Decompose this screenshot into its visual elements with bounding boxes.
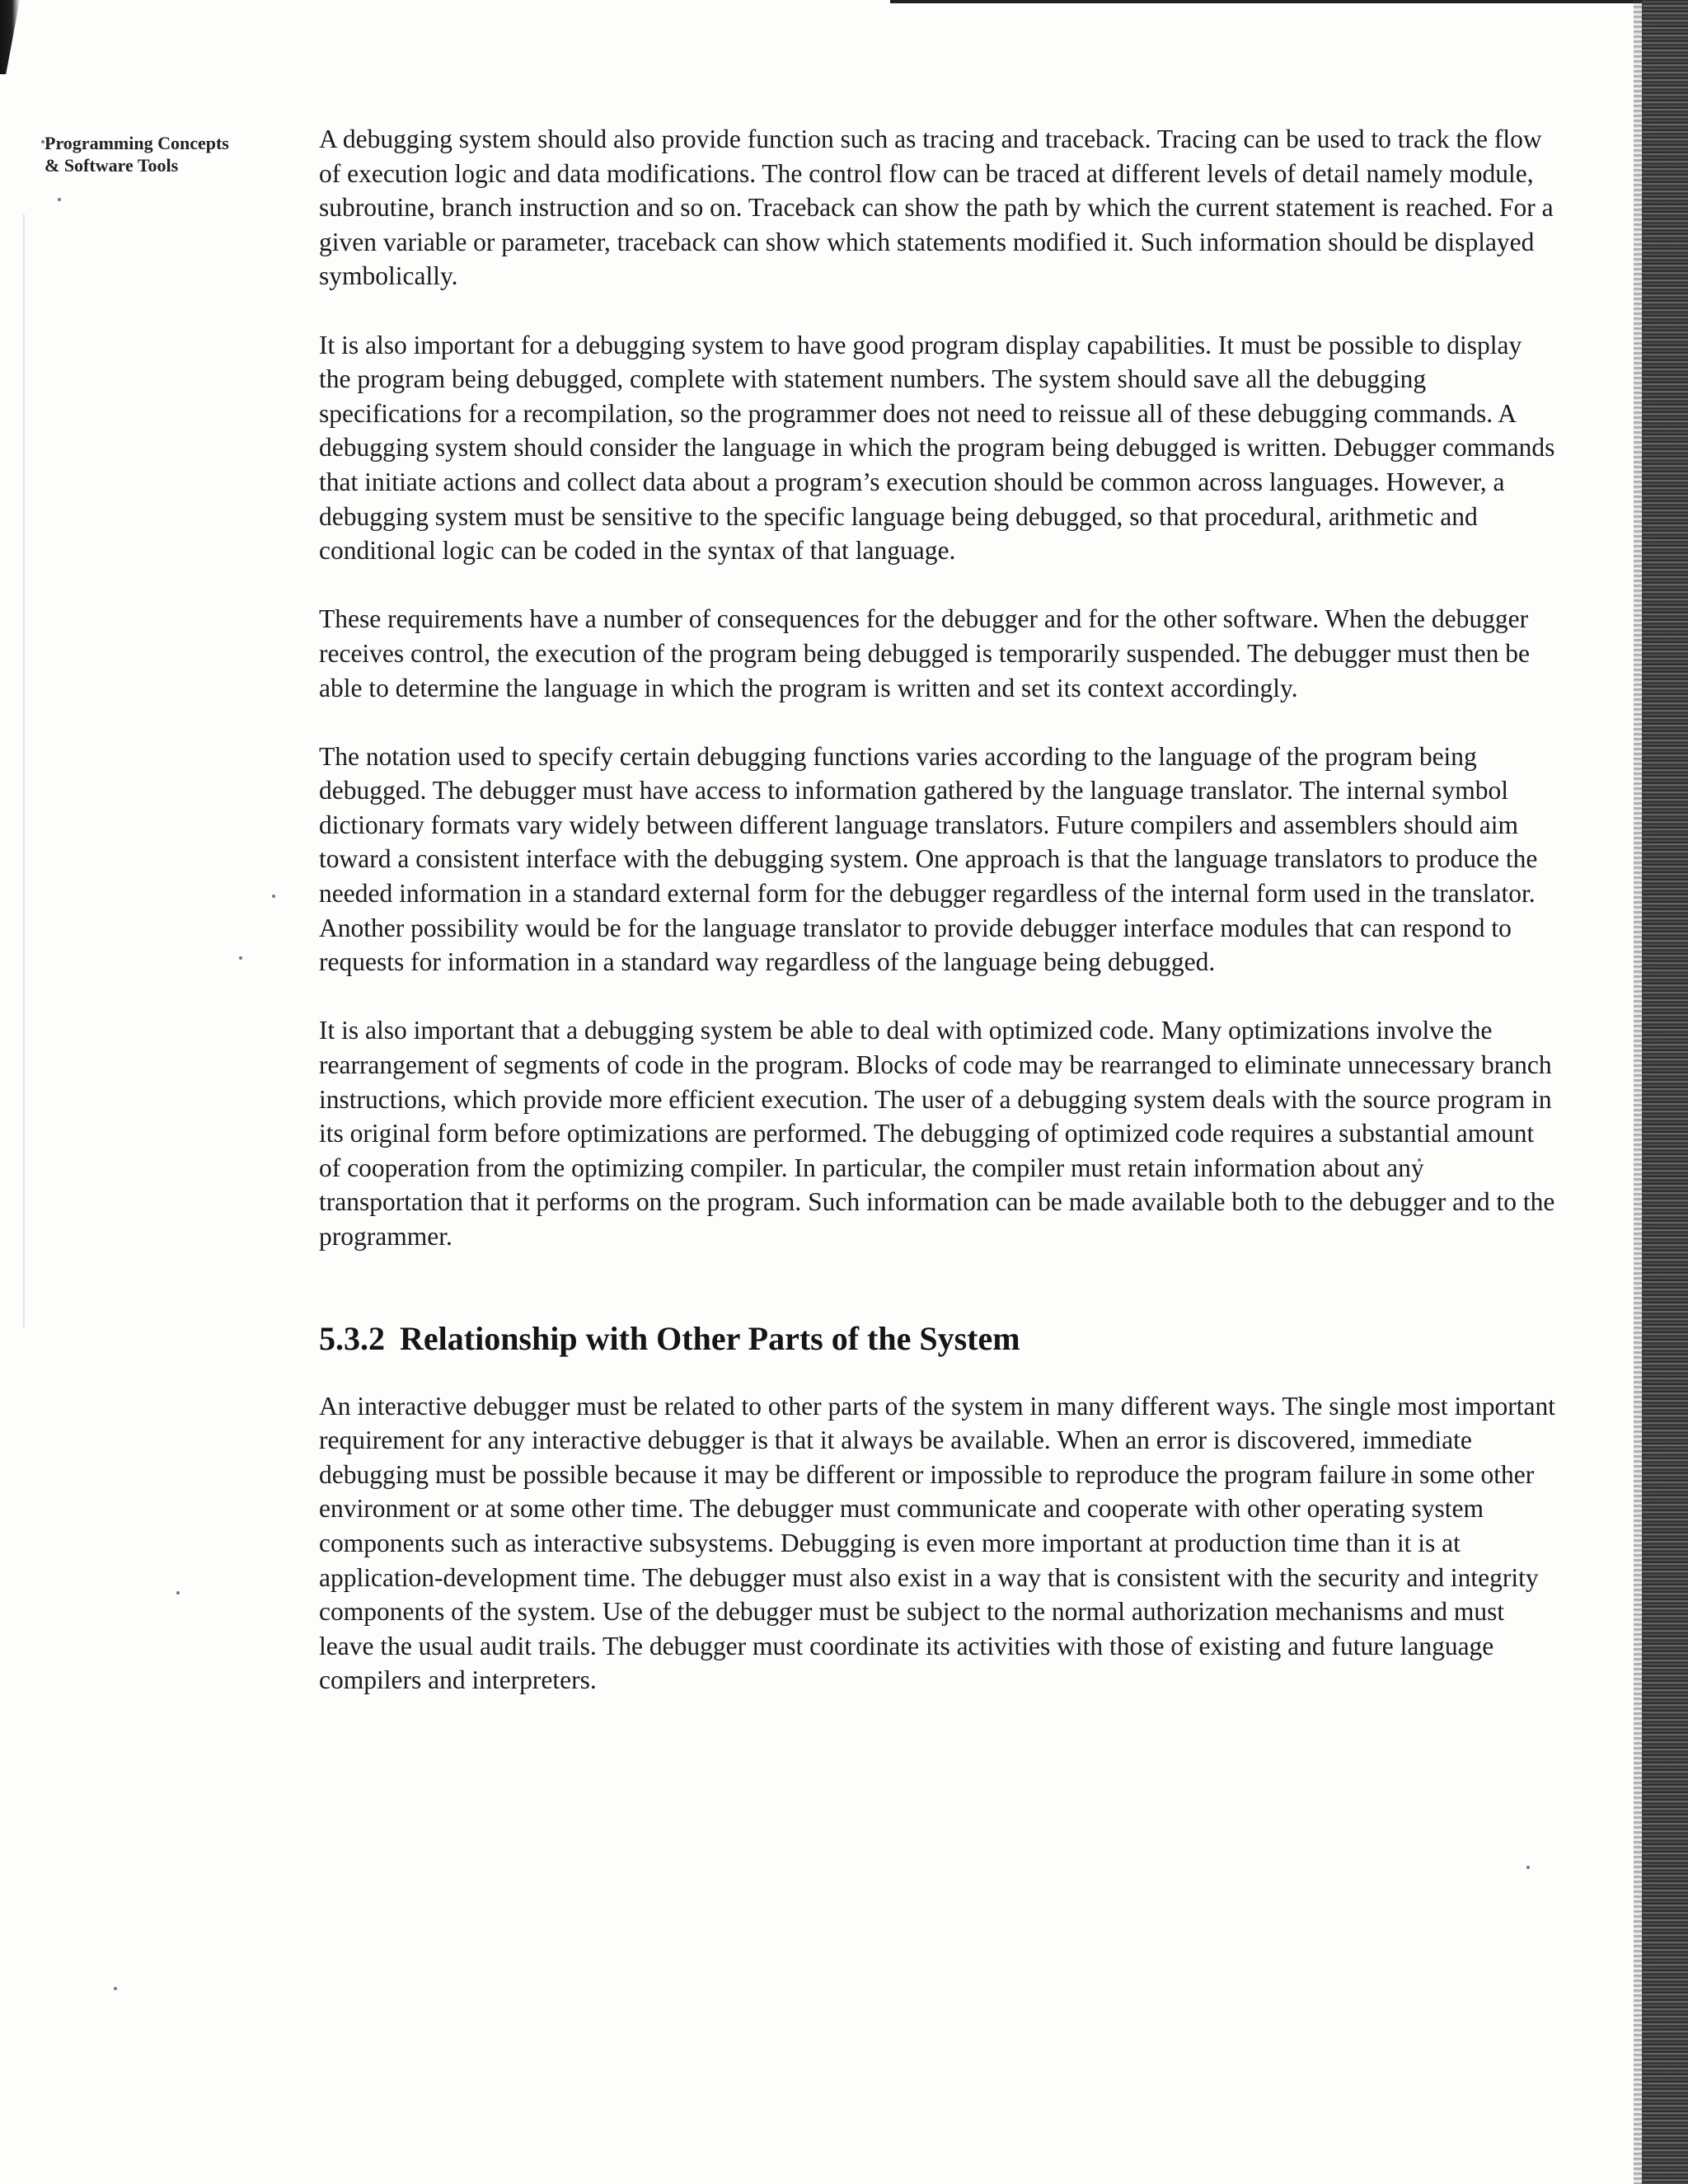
paragraph-display-capabilities: It is also important for a debugging system to have good program display capabilities. It must be possible to display the program being debugged, complete with statement numbers. The system should save all the debugging specifications for a recompilation, so the programmer does not need to reissue all of these debugging commands. A debugging system should consider the language in which the program being debugged is written. Debugger commands that initiate actions and collect data about a program’s execution should be common across languages. However, a debugging system must be sensitive to the specific language being debugged, so that procedural, arithmetic and conditional logic can be coded in the syntax of that language. xyxy=(319,330,1555,566)
scan-speck xyxy=(239,956,242,960)
scan-corner-mark xyxy=(0,0,20,74)
sidebar-line-2: & Software Tools xyxy=(45,155,179,176)
paragraph-tracing: A debugging system should also provide function such as tracing and traceback. Tracing can be used to track the flow of execution logic and data modifications. The control flow can be traced at different levels of detail namely module, subroutine, branch instruction and so on. Traceback can show the path by which the current statement is reached. For a given variable or parameter, traceback can show which statements modified it. Such information should be displayed symbolically. xyxy=(319,124,1554,291)
scan-speck xyxy=(114,1987,117,1990)
sidebar-line-1: Programming Concepts xyxy=(45,133,229,153)
paragraph-optimized-code: It is also important that a debugging system be able to deal with optimized code. Many optimizations involve the rearrangement of segments of code in the program. Blocks of code may be rearranged to eliminate unnecessary branch instructions, which provide more efficient execution. The user of a debugging system deals with the source program in its original form before optimizations are performed. The debugging of optimized code requires a substantial amount of cooperation from the optimizing compiler. In particular, the compiler must retain information about any transportation that it performs on the program. Such information can be made available both to the debugger and to the programmer. xyxy=(319,1016,1555,1251)
section-number: 5.3.2 xyxy=(319,1319,385,1357)
scan-top-edge xyxy=(890,0,1681,3)
scan-speck xyxy=(1526,1866,1530,1869)
body-text xyxy=(319,122,1555,1732)
scan-speck xyxy=(176,1591,180,1595)
section-title: Relationship with Other Parts of the System xyxy=(400,1319,1020,1357)
section-heading xyxy=(319,1318,1555,1360)
scan-speck xyxy=(272,895,275,898)
paragraph-consequences: These requirements have a number of consequences for the debugger and for the other software. When the debugger receives control, the execution of the program being debugged is temporarily suspended. The debugger must then be able to determine the language in which the program is written and set its context accordingly. xyxy=(319,604,1530,702)
paragraph-relationship: An interactive debugger must be related to other parts of the system in many different ways. The single most important requirement for any interactive debugger is that it always be available. When an error is discovered, immediate debugging must be possible because it may be different or impossible to reproduce the program failure in some other environment or at some other time. The debugger must communicate and cooperate with other operating system components such as interactive subsystems. Debugging is even more important at production time than it is at application-development time. The debugger must also exist in a way that is consistent with the security and integrity components of the system. Use of the debugger must be subject to the normal authorization mechanisms and must leave the usual audit trails. The debugger must coordinate its activities with those of existing and future language compilers and interpreters. xyxy=(319,1391,1555,1695)
scan-left-rule xyxy=(23,214,25,1327)
scan-speck xyxy=(58,198,61,201)
running-header-sidebar xyxy=(45,132,308,176)
paragraph-notation: The notation used to specify certain debugging functions varies according to the language of the program being debugged. The debugger must have access to information gathered by the language translator. The internal symbol dictionary formats vary widely between different language translators. Future compilers and assemblers should aim toward a consistent interface with the debugging system. One approach is that the language translators to produce the needed information in a standard external form for the debugger regardless of the internal form used in the translator. Another possibility would be for the language translator to provide debugger interface modules that can respond to requests for information in a standard way regardless of the language being debugged. xyxy=(319,741,1538,977)
scan-right-edge xyxy=(1642,0,1688,2184)
